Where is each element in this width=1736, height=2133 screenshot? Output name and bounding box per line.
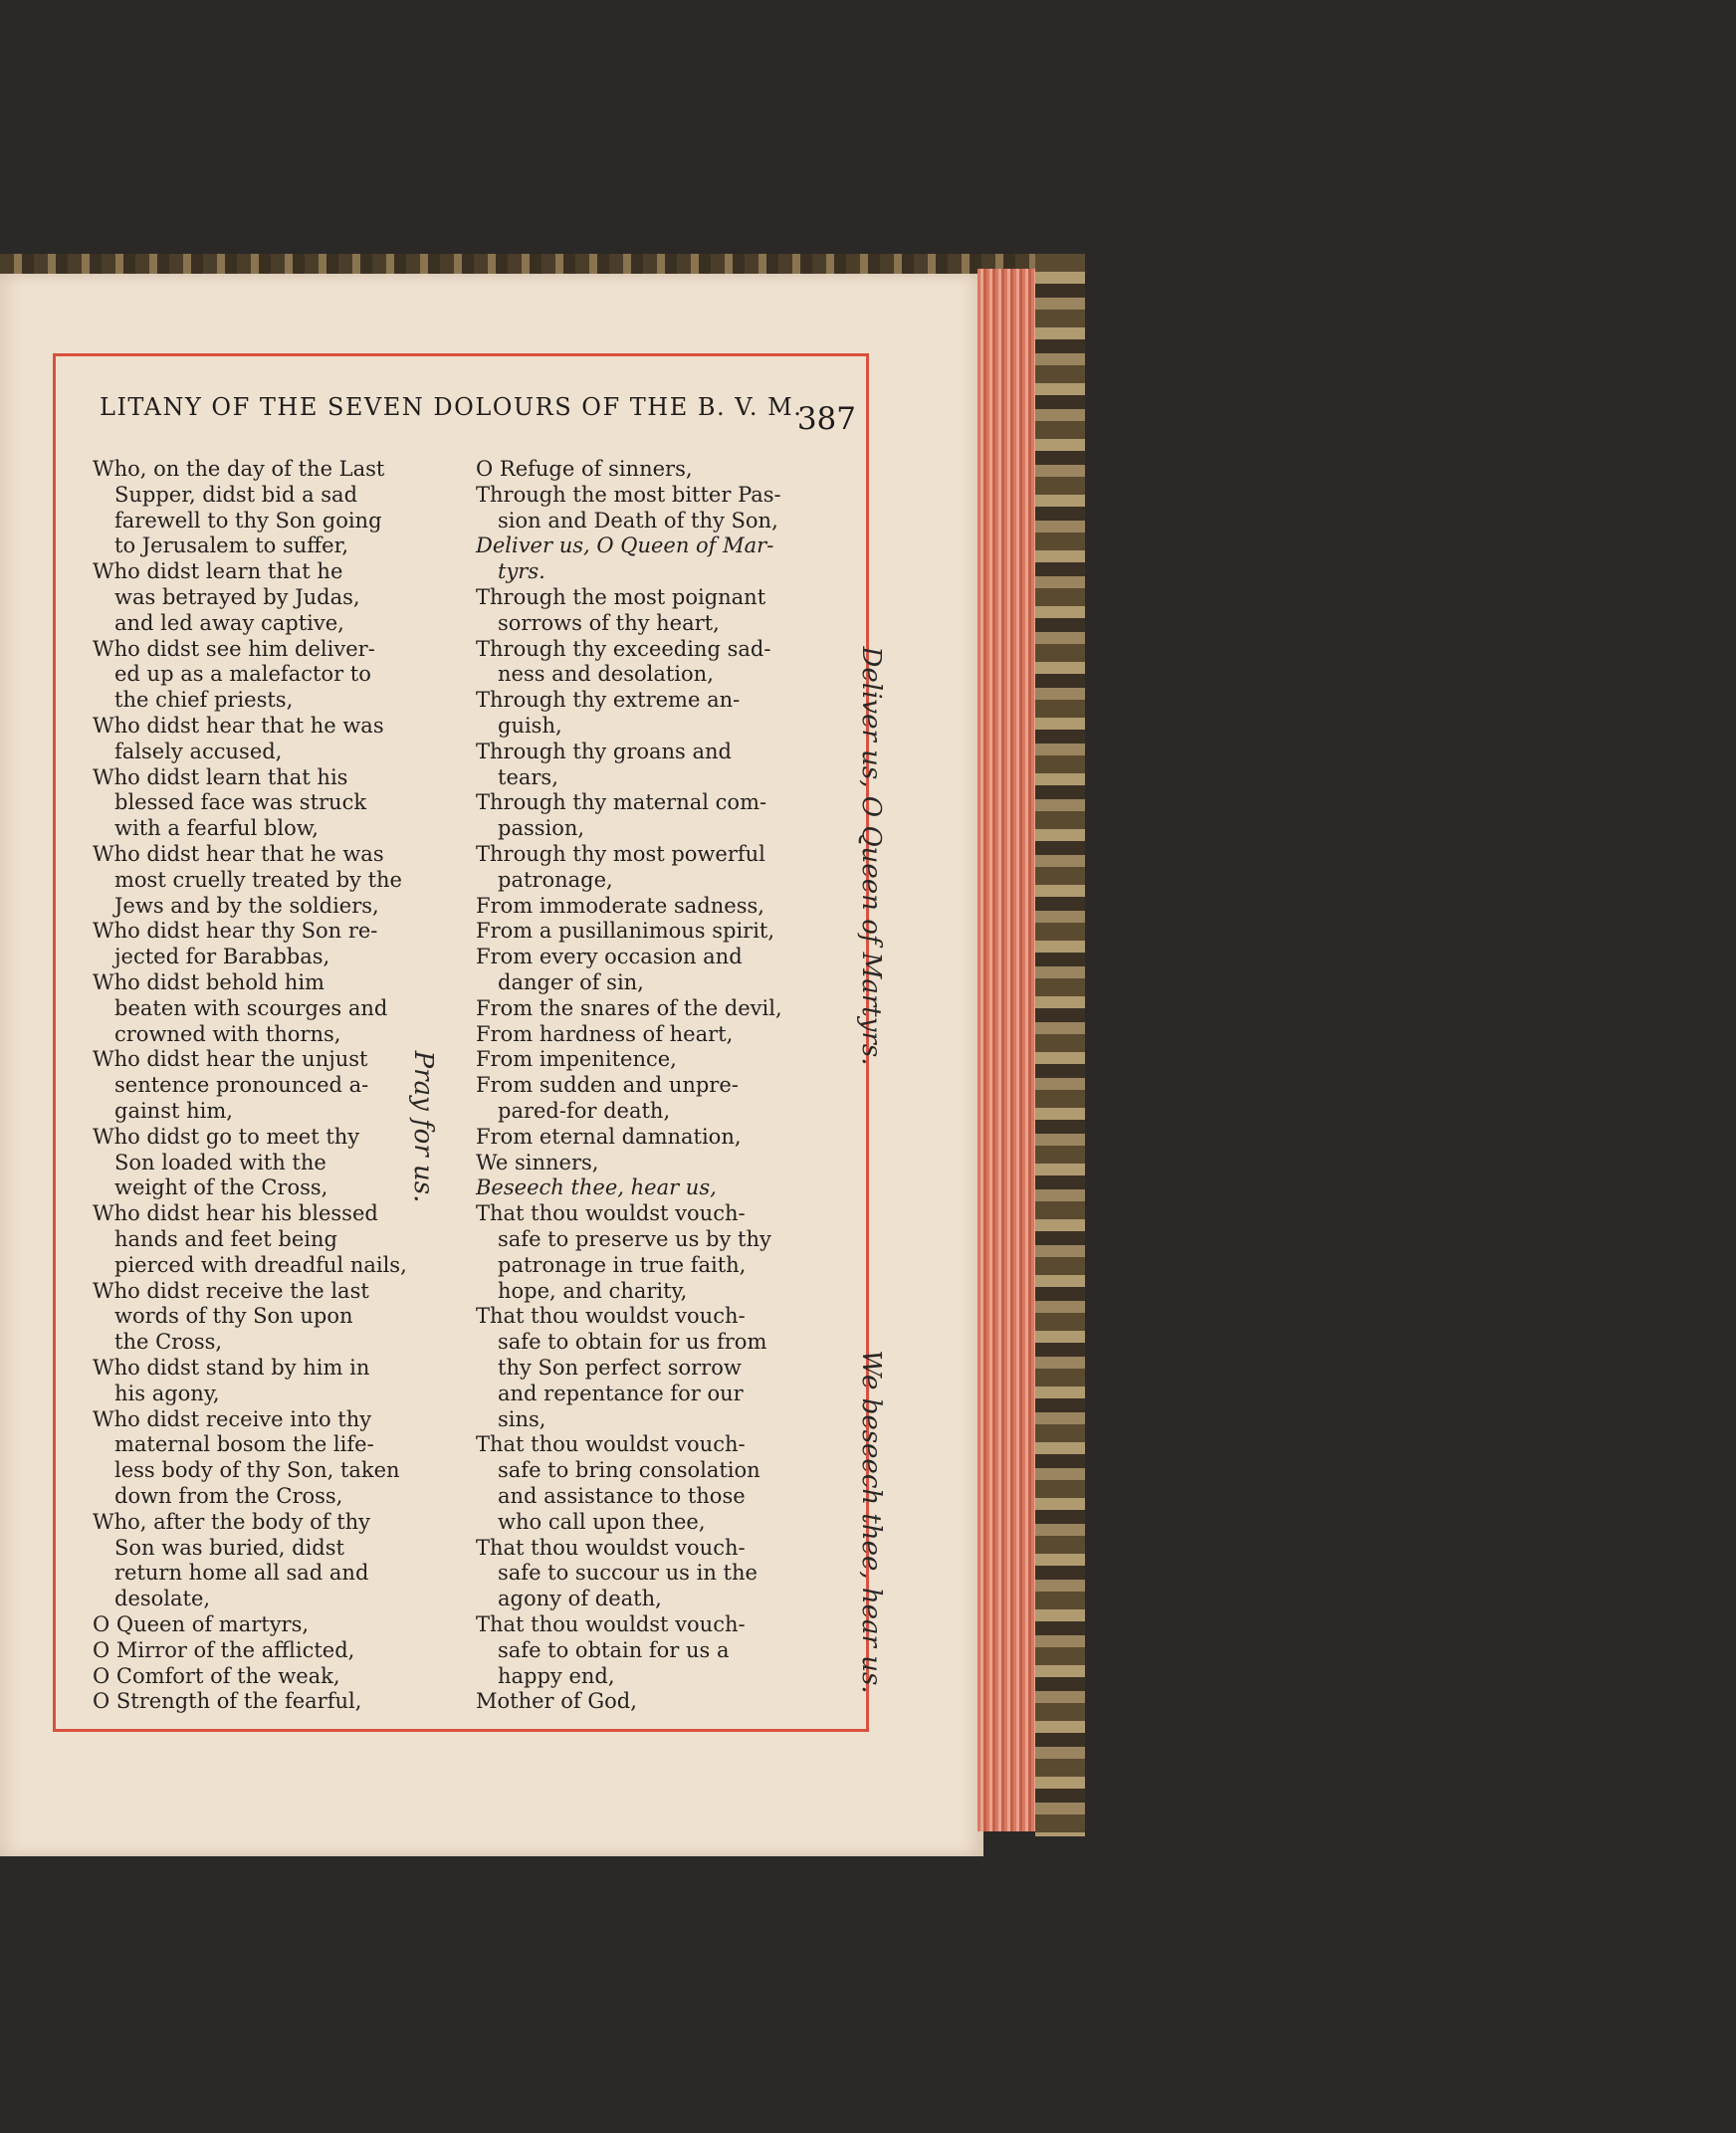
- litany-line: That thou wouldst vouch-: [476, 1612, 746, 1636]
- litany-line: down from the Cross,: [114, 1484, 343, 1508]
- litany-line: From every occasion and: [476, 945, 743, 969]
- litany-line: Through thy extreme an-: [476, 688, 741, 713]
- litany-line: Jews and by the soldiers,: [114, 893, 379, 918]
- litany-line: From the snares of the devil,: [476, 995, 782, 1020]
- litany-line: maternal bosom the life-: [114, 1432, 374, 1457]
- litany-line: who call upon thee,: [498, 1509, 706, 1534]
- litany-line: Who didst hear that he was: [93, 714, 384, 738]
- litany-line: pared-for death,: [498, 1099, 671, 1123]
- litany-line: We sinners,: [476, 1150, 599, 1174]
- litany-line: tears,: [498, 764, 558, 789]
- litany-line: O Mirror of the afflicted,: [93, 1637, 355, 1662]
- litany-line: weight of the Cross,: [114, 1175, 328, 1200]
- litany-line: falsely accused,: [114, 739, 283, 763]
- litany-line: blessed face was struck: [114, 790, 367, 815]
- litany-line: Who didst receive into thy: [93, 1406, 372, 1431]
- litany-line: words of thy Son upon: [114, 1304, 353, 1329]
- litany-line: crowned with thorns,: [114, 1021, 341, 1046]
- litany-line: Mother of God,: [476, 1689, 637, 1714]
- side-response-we-beseech: We beseech thee, hear us.: [856, 1350, 886, 1694]
- litany-line: Who didst hear thy Son re-: [93, 919, 378, 944]
- litany-line: From hardness of heart,: [476, 1021, 734, 1046]
- litany-line: Through the most bitter Pas-: [476, 482, 781, 507]
- litany-line: That thou wouldst vouch-: [476, 1432, 746, 1457]
- litany-line: safe to preserve us by thy: [498, 1227, 771, 1251]
- litany-line: Who didst go to meet thy: [93, 1124, 360, 1149]
- litany-line: guish,: [498, 714, 562, 738]
- litany-line: Who, on the day of the Last: [93, 457, 385, 481]
- litany-line: That thou wouldst vouch-: [476, 1304, 746, 1329]
- litany-line: From immoderate sadness,: [476, 893, 764, 918]
- litany-line: hands and feet being: [114, 1227, 337, 1251]
- litany-line: was betrayed by Judas,: [114, 585, 360, 609]
- litany-line: thy Son perfect sorrow: [498, 1356, 742, 1380]
- litany-line: beaten with scourges and: [114, 995, 388, 1020]
- litany-line: the Cross,: [114, 1330, 223, 1355]
- side-response-deliver-us: Deliver us, O Queen of Martyrs.: [856, 646, 886, 1066]
- litany-line: passion,: [498, 816, 585, 841]
- litany-line: and assistance to those: [498, 1484, 746, 1508]
- litany-line: tyrs.: [498, 559, 545, 584]
- litany-line: with a fearful blow,: [114, 816, 319, 841]
- litany-line: pierced with dreadful nails,: [114, 1252, 407, 1277]
- litany-line: ness and desolation,: [498, 662, 714, 687]
- litany-line: Beseech thee, hear us,: [476, 1175, 717, 1200]
- litany-line: hope, and charity,: [498, 1278, 688, 1303]
- litany-line: Who, after the body of thy: [93, 1509, 371, 1534]
- litany-line: Who didst hear that he was: [93, 842, 384, 866]
- litany-line: Deliver us, O Queen of Mar-: [476, 533, 774, 558]
- gilt-cover-border: [1035, 254, 1085, 1836]
- litany-line: patronage,: [498, 867, 613, 892]
- litany-line: O Refuge of sinners,: [476, 457, 693, 481]
- litany-line: Who didst hear his blessed: [93, 1201, 378, 1226]
- litany-line: sentence pronounced a-: [114, 1073, 369, 1098]
- left-column: [93, 456, 461, 1720]
- litany-line: Who didst behold him: [93, 970, 325, 994]
- litany-line: Son was buried, didst: [114, 1535, 344, 1560]
- litany-line: Who didst learn that he: [93, 559, 343, 584]
- litany-line: gainst him,: [114, 1099, 233, 1123]
- running-head: LITANY OF THE SEVEN DOLOURS OF THE B. V. M.: [100, 393, 803, 421]
- litany-line: Son loaded with the: [114, 1150, 326, 1174]
- litany-line: return home all sad and: [114, 1561, 369, 1586]
- litany-line: to Jerusalem to suffer,: [114, 533, 349, 558]
- litany-line: O Queen of martyrs,: [93, 1612, 310, 1636]
- litany-line: That thou wouldst vouch-: [476, 1201, 746, 1226]
- litany-line: From impenitence,: [476, 1047, 677, 1072]
- litany-line: Through thy exceeding sad-: [476, 636, 771, 661]
- page-number: 387: [796, 401, 856, 437]
- litany-line: happy end,: [498, 1663, 615, 1688]
- litany-line: sins,: [498, 1406, 546, 1431]
- litany-line: Through the most poignant: [476, 585, 766, 609]
- litany-line: Who didst see him deliver-: [93, 636, 375, 661]
- litany-line: sorrows of thy heart,: [498, 610, 720, 635]
- litany-line: most cruelly treated by the: [114, 867, 402, 892]
- side-response-pray-for-us: Pray for us.: [408, 1050, 438, 1203]
- litany-line: From a pusillanimous spirit,: [476, 919, 775, 944]
- litany-line: farewell to thy Son going: [114, 508, 382, 533]
- litany-line: safe to obtain for us from: [498, 1330, 767, 1355]
- litany-line: his agony,: [114, 1381, 220, 1405]
- litany-line: jected for Barabbas,: [114, 945, 330, 969]
- litany-line: From sudden and unpre-: [476, 1073, 739, 1098]
- litany-line: Who didst hear the unjust: [93, 1047, 368, 1072]
- litany-line: sion and Death of thy Son,: [498, 508, 778, 533]
- litany-line: Who didst receive the last: [93, 1278, 369, 1303]
- litany-line: Through thy most powerful: [476, 842, 765, 866]
- litany-line: That thou wouldst vouch-: [476, 1535, 746, 1560]
- litany-line: Through thy maternal com-: [476, 790, 767, 815]
- litany-line: danger of sin,: [498, 970, 644, 994]
- litany-line: safe to bring consolation: [498, 1458, 760, 1483]
- right-column: [476, 456, 854, 1720]
- litany-line: O Comfort of the weak,: [93, 1663, 340, 1688]
- litany-line: safe to succour us in the: [498, 1561, 758, 1586]
- litany-line: patronage in true faith,: [498, 1252, 747, 1277]
- litany-line: Who didst stand by him in: [93, 1356, 370, 1380]
- litany-line: Supper, didst bid a sad: [114, 482, 358, 507]
- litany-line: O Strength of the fearful,: [93, 1689, 362, 1714]
- litany-line: desolate,: [114, 1587, 211, 1611]
- litany-line: and led away captive,: [114, 610, 344, 635]
- litany-line: ed up as a malefactor to: [114, 662, 371, 687]
- litany-line: agony of death,: [498, 1587, 662, 1611]
- litany-line: and repentance for our: [498, 1381, 744, 1405]
- red-page-edges: [977, 269, 1037, 1831]
- litany-line: Who didst learn that his: [93, 764, 348, 789]
- litany-line: the chief priests,: [114, 688, 294, 713]
- litany-line: Through thy groans and: [476, 739, 732, 763]
- litany-line: safe to obtain for us a: [498, 1637, 730, 1662]
- litany-line: less body of thy Son, taken: [114, 1458, 400, 1483]
- litany-line: From eternal damnation,: [476, 1124, 742, 1149]
